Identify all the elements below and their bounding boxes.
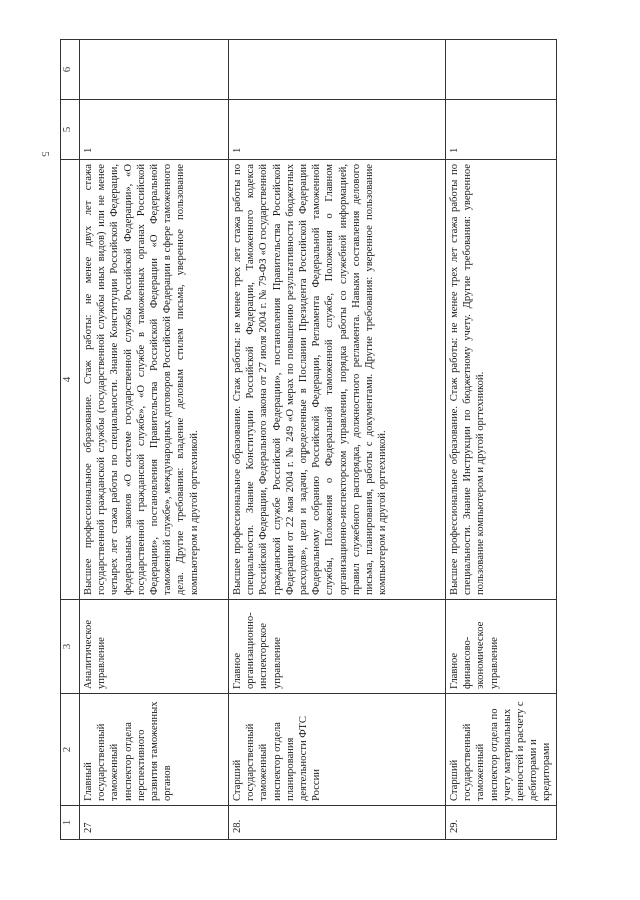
- table-row: [229, 40, 446, 840]
- department-name: Аналитическое управление: [80, 600, 229, 694]
- page-number: 5: [38, 151, 51, 157]
- row-number: 29.: [446, 806, 557, 840]
- qualification-requirements: Высшее профессиональное образование. Стаж работы: не менее двух лет стажа государственной гражданской службы (государственной службы иных видов) или не менее четырех лет стажа работы по специальности. Знание Конституции Российской Федерации, федеральных законов «О системе государственной службы Российской Федерации», «О государственной гражданской службе», «О службе в таможенных органах Российской Федерации», постановления Правительства Российской Федерации «О Федеральной таможенной службе», международных договоров Российской Федерации в сфере таможенного дела. Другие требования: владение деловым стилем письма, уверенное пользование компьютером и другой оргтехникой.: [80, 160, 229, 600]
- header-row: [61, 40, 80, 840]
- col6-value: [229, 40, 446, 100]
- vacancy-count: 1: [80, 100, 229, 160]
- qualification-requirements: Высшее профессиональное образование. Стаж работы: не менее трех лет стажа работы по специальности. Знание Конституции Российской Федерации, Таможенного кодекса Российской Федерации, Федерального закона от 27 июля 2004 г. № 79-ФЗ «О государственной гражданской службе Российской Федерации», постановления Правительства Российской Федерации от 22 мая 2004 г. № 249 «О мерах по повышению результативности бюджетных расходов», цели и задачи, определенные в Послании Президента Российской Федерации Федеральному собранию Российской Федерации, Регламента Федеральной таможенной службы, Положения о Федеральной таможенной службе, Положения о Главном организационно-инспекторском управлении, порядка работы со служебной информацией, правил служебного распорядка, должностного регламента. Навыки составления делового письма, планирования, работы с документами. Другие требования: уверенное пользование компьютером и другой оргтехникой.: [229, 160, 446, 600]
- rotated-table-container: [60, 40, 620, 840]
- header-col-4: 4: [61, 160, 80, 600]
- positions-table: [60, 39, 557, 840]
- vacancy-count: 1: [446, 100, 557, 160]
- row-number: 27: [80, 806, 229, 840]
- col6-value: [446, 40, 557, 100]
- col6-value: [80, 40, 229, 100]
- row-number: 28.: [229, 806, 446, 840]
- header-col-2: 2: [61, 694, 80, 806]
- header-col-5: 5: [61, 100, 80, 160]
- table-row: [80, 40, 229, 840]
- department-name: Главное финансово-экономическое управление: [446, 600, 557, 694]
- header-col-1: 1: [61, 806, 80, 840]
- position-title: Старший государственный таможенный инспектор отдела по учету материальных ценностей и расчету с дебиторами и кредиторами: [446, 694, 557, 806]
- position-title: Старший государственный таможенный инспектор отдела планирования деятельности ФТС России: [229, 694, 446, 806]
- department-name: Главное организационно-инспекторское управление: [229, 600, 446, 694]
- table-row: [446, 40, 557, 840]
- qualification-requirements: Высшее профессиональное образование. Стаж работы: не менее трех лет стажа работы по специальности. Знание Инструкции по бюджетному учету. Другие требования: уверенное пользование компьютером и другой оргтехникой.: [446, 160, 557, 600]
- position-title: Главный государственный таможенный инспектор отдела перспективного развития таможенных органов: [80, 694, 229, 806]
- vacancy-count: 1: [229, 100, 446, 160]
- header-col-6: 6: [61, 40, 80, 100]
- header-col-3: 3: [61, 600, 80, 694]
